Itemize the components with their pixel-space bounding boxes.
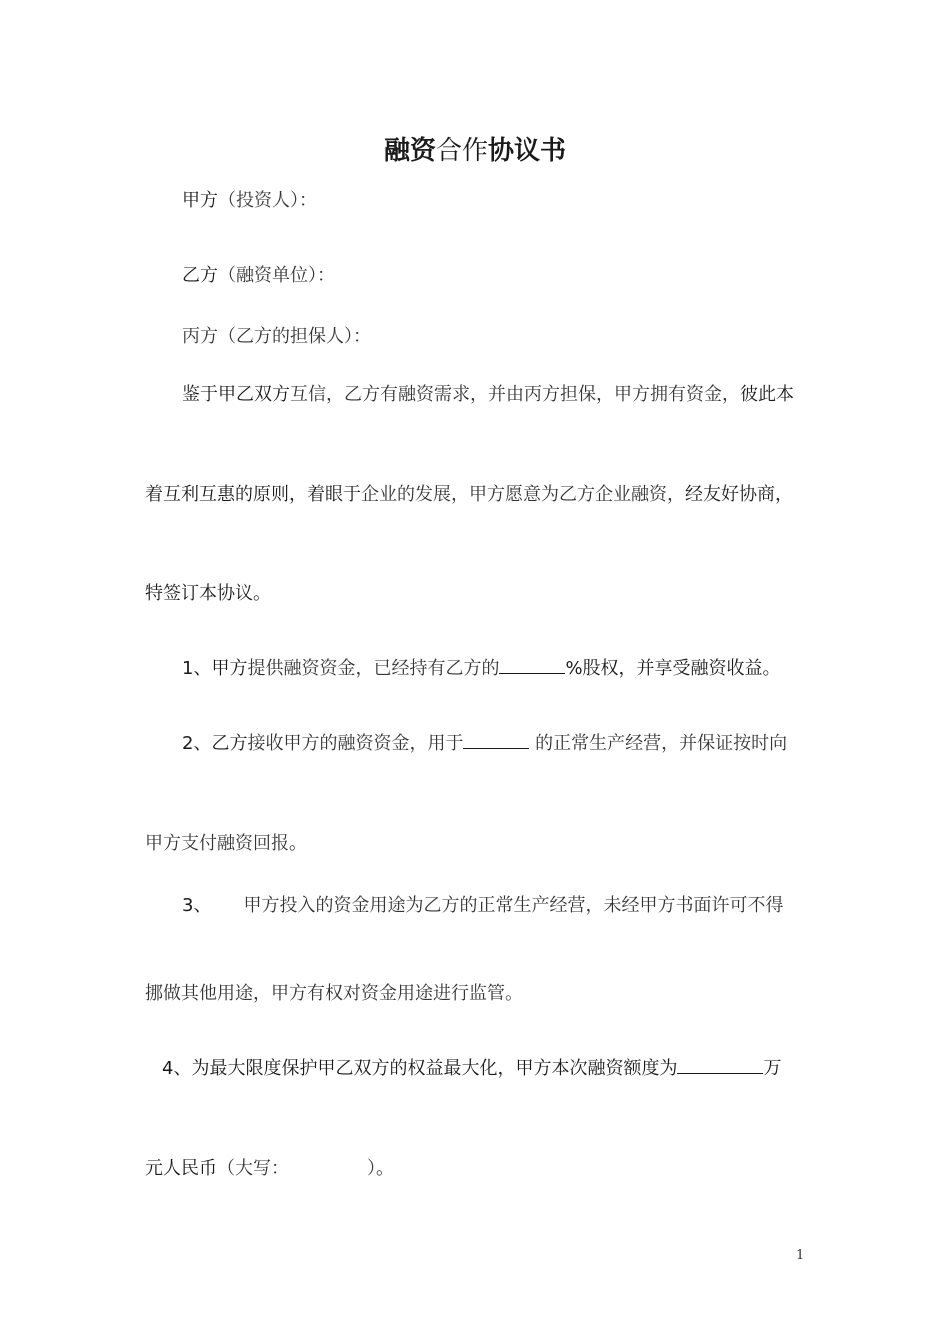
preamble-1b: 互信，乙方有融资需求，并由丙方担保，甲方拥有资金， xyxy=(290,384,740,405)
preamble-2c: 经友好协商， xyxy=(685,484,793,505)
clause-3-text: 甲方投入的资金用途为乙方的正常生产经营，未经甲方书面许可不得 xyxy=(243,895,784,916)
page-number: 1 xyxy=(796,1248,805,1263)
clause-2-number: 2、 xyxy=(182,733,212,754)
clause-2-line-1 xyxy=(182,731,787,756)
clause-4-period: 。 xyxy=(376,1158,394,1179)
clause-4-text: 4、为最大限度保护甲乙双方的权益最大化，甲方本次融资额度为 xyxy=(162,1058,678,1079)
title-part-1: 融资 xyxy=(383,136,436,166)
preamble-line-1 xyxy=(182,382,794,407)
clause-4-line-1 xyxy=(162,1056,781,1081)
clause-3-line-1 xyxy=(182,893,783,918)
party-a-note: （投资人）： xyxy=(218,190,317,211)
preamble-line-3: 特签订本协议。 xyxy=(145,583,271,604)
clause-2-blank xyxy=(463,731,529,749)
preamble-2a: 着互利互惠的原则，着眼于 xyxy=(145,484,361,505)
party-a-label: 甲方 xyxy=(182,190,218,211)
preamble-1c: 彼此本 xyxy=(740,384,794,405)
party-c-line: 丙方（乙方的担保人）： xyxy=(182,326,371,347)
clause-4-capital-label: （大写： xyxy=(217,1158,289,1179)
clause-2-line-2-text: 甲方支付融资回报 xyxy=(145,833,289,854)
clause-4-line-2 xyxy=(145,1156,394,1181)
party-b-note: （融资单位）： xyxy=(218,265,335,286)
clause-4-paren-close: ） xyxy=(367,1158,376,1179)
clause-2-line-2 xyxy=(145,831,307,856)
title-part-3: 协议书 xyxy=(488,136,567,166)
clause-1-line xyxy=(182,656,781,681)
clause-2-party: 乙方 xyxy=(211,733,248,754)
clause-4-blank xyxy=(677,1056,763,1074)
clause-2-tail: 的正常生产经营，并保证按时向 xyxy=(529,733,788,754)
clause-3-number: 3、 xyxy=(182,895,212,916)
party-b-label: 乙方 xyxy=(182,265,218,286)
party-b-line xyxy=(182,263,335,288)
clause-3-line-2: 挪做其他用途，甲方有权对资金用途进行监管。 xyxy=(145,983,523,1004)
clause-1-number: 1、 xyxy=(182,658,212,679)
clause-1-tail: %股权，并享受融资收益。 xyxy=(565,658,781,679)
preamble-1a: 鉴于甲乙双方 xyxy=(182,384,290,405)
party-a-line xyxy=(182,188,317,213)
title-part-2: 合作 xyxy=(435,136,488,166)
clause-2-text: 接收甲方的融资资金，用于 xyxy=(247,733,464,754)
clause-1-text: 提供融资资金，已经持有乙方的 xyxy=(247,658,500,679)
clause-1-blank xyxy=(499,656,565,674)
clause-2-line-2-period: 。 xyxy=(289,833,307,854)
clause-1-party: 甲方 xyxy=(211,658,248,679)
preamble-line-2 xyxy=(145,482,793,507)
preamble-2b: 企业的发展，甲方愿意为乙方企业融资， xyxy=(361,484,685,505)
clause-4-tail: 万 xyxy=(763,1058,782,1079)
document-title xyxy=(0,134,950,168)
clause-4-currency: 元人民币 xyxy=(145,1158,217,1179)
